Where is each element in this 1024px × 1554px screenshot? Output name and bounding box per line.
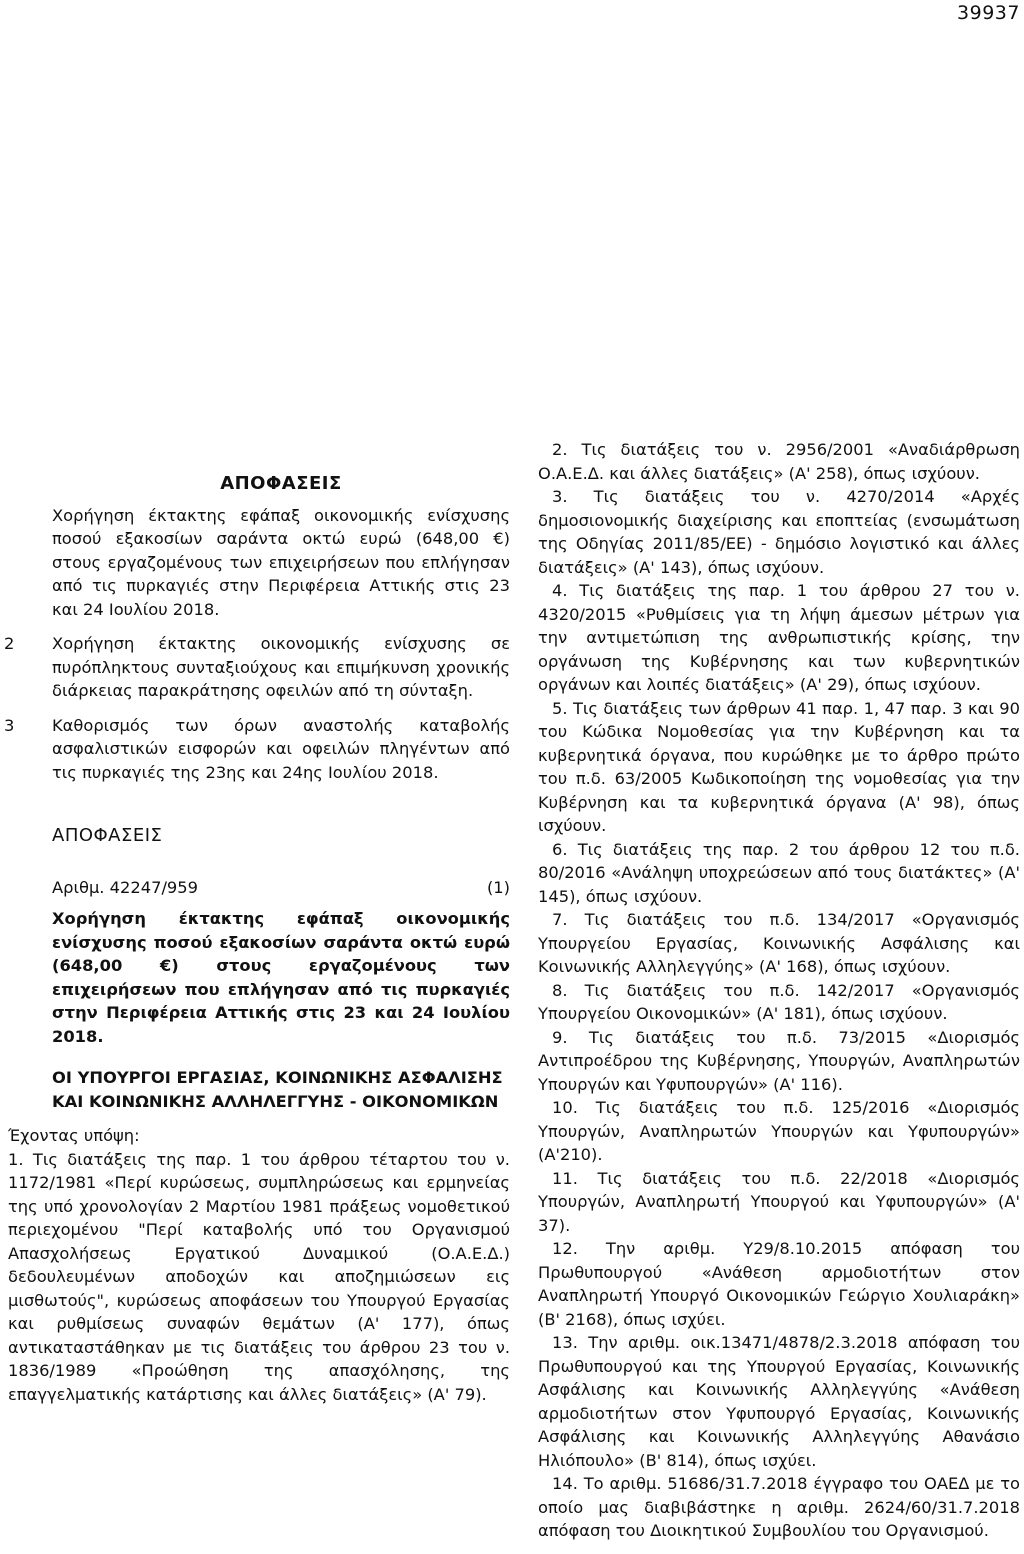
decision-title: Χορήγηση έκτακτης εφάπαξ οικονομικής ενίσχυσης ποσού εξακοσίων σαράντα οκτώ ευρώ (648,00 €) στους εργαζομένους των επιχειρήσεων που επλήγησαν από τις πυρκαγιές στην Περιφέρεια Αττικής στις 23 και 24 Ιουλίου 2018. xyxy=(52,909,510,1046)
paragraph-8: 8. Τις διατάξεις του π.δ. 142/2017 «Οργανισμός Υπουργείου Οικονομικών» (Α' 181), όπως ισχύουν. xyxy=(538,980,1020,1023)
paragraph-7: 7. Τις διατάξεις του π.δ. 134/2017 «Οργανισμός Υπουργείου Εργασίας, Κοινωνικής Ασφάλισης και Κοινωνικής Αλληλεγγύης» (Α' 168), όπως ισχύουν. xyxy=(538,910,1020,976)
section-title: ΑΠΟΦΑΣΕΙΣ xyxy=(52,825,163,846)
ministers-heading: ΟΙ ΥΠΟΥΡΓΟΙ ΕΡΓΑΣΙΑΣ, ΚΟΙΝΩΝΙΚΗΣ ΑΣΦΑΛΙΣΗΣ ΚΑΙ ΚΟΙΝΩΝΙΚΗΣ ΑΛΛΗΛΕΓΓΥΗΣ - ΟΙΚΟΝΟΜΙΚΩΝ xyxy=(52,1068,503,1111)
decision-reference xyxy=(52,876,510,900)
toc-item-number: 3 xyxy=(4,715,15,735)
paragraph-13: 13. Την αριθμ. οικ.13471/4878/2.3.2018 απόφαση του Πρωθυπουργού και της Υπουργού Εργασίας, Κοινωνικής Ασφάλισης και Κοινωνικής Αλληλεγγύης «Ανάθεση αρμοδιοτήτων στον Υφυπουργό Εργασίας, Κοινωνικής Ασφάλισης και Κοινωνικής Αλληλεγγύης Αθανάσιο Ηλιόπουλο» (Β' 814), όπως ισχύει. xyxy=(538,1333,1020,1470)
paragraph-12: 12. Την αριθμ. Υ29/8.10.2015 απόφαση του Πρωθυπουργού «Ανάθεση αρμοδιοτήτων στον Αναπληρωτή Υπουργό Οικονομικών Γεώργιο Χουλιαράκη» (Β' 2168), όπως ισχύει. xyxy=(538,1239,1020,1329)
toc-item-text: Χορήγηση έκτακτης εφάπαξ οικονομικής ενίσχυσης ποσού εξακοσίων σαράντα οκτώ ευρώ (648,00 €) στους εργαζομένους των επιχειρήσεων που επλήγησαν από τις πυρκαγιές στην Περιφέρεια Αττικής στις 23 και 24 Ιουλίου 2018. xyxy=(52,505,510,619)
toc-item-number: 2 xyxy=(4,634,15,653)
paragraph-14: 14. Το αριθμ. 51686/31.7.2018 έγγραφο του ΟΑΕΔ με το οποίο μας διαβιβάστηκε η αριθμ. 2624/60/31.7.2018 απόφαση του Διοικητικού Συμβουλίου του Οργανισμού. xyxy=(538,1474,1020,1540)
toc-item-2 xyxy=(4,632,510,703)
toc-item-3 xyxy=(4,714,510,785)
paragraph-1: 1. Τις διατάξεις της παρ. 1 του άρθρου τέταρτου του ν. 1172/1981 «Περί κυρώσεως, συμπληρώσεως και ερμηνείας της υπό χρονολογίαν 2 Μαρτίου 1981 πράξεως νομοθετικού περιεχομένου "Περί καταβολής υπό του Οργανισμού Απασχολήσεως Εργατικού Δυναμικού (Ο.Α.Ε.Δ.) δεδουλευμένων αποδοχών και αποζημιώσεων εις μισθωτούς", κυρώσεως αποφάσεων του Υπουργού Εργασίας και ρυθμίσεως συναφών θεμάτων (Α' 177), όπως αντικαταστάθηκαν με τις διατάξεις του άρθρου 23 του ν. 1836/1989 «Προώθηση της απασχόλησης, της επαγγελματικής κατάρτισης και άλλες διατάξεις» (Α' 79). xyxy=(8,1149,510,1404)
toc-title: ΑΠΟΦΑΣΕΙΣ xyxy=(220,473,342,494)
page-number: 39937 xyxy=(957,2,1020,24)
paragraph-9: 9. Τις διατάξεις του π.δ. 73/2015 «Διορισμός Αντιπροέδρου της Κυβέρνησης, Υπουργών, Αναπληρωτών Υπουργών και Υφυπουργών» (Α' 116). xyxy=(538,1027,1020,1094)
paragraph-3: 3. Τις διατάξεις του ν. 4270/2014 «Αρχές δημοσιονομικής διαχείρισης και εποπτείας (ενσωμάτωση της Οδηγίας 2011/85/ΕΕ) - δημόσιο λογιστικό και άλλες διατάξεις» (Α' 143), όπως ισχύουν. xyxy=(538,487,1020,577)
paragraph-2: 2. Τις διατάξεις του ν. 2956/2001 «Αναδιάρθρωση Ο.Α.Ε.Δ. και άλλες διατάξεις» (Α' 258), όπως ισχύουν. xyxy=(538,440,1020,483)
toc-item-text: Χορήγηση έκτακτης οικονομικής ενίσχυσης σε πυρόπληκτους συνταξιούχους και επιμήκυνση χρονικής διάρκειας παρακράτησης οφειλών από τη σύνταξη. xyxy=(52,634,510,700)
left-column xyxy=(4,472,510,1406)
reference-number: Αριθμ. 42247/959 xyxy=(52,877,199,897)
paragraph-4: 4. Τις διατάξεις της παρ. 1 του άρθρου 27 του ν. 4320/2015 «Ρυθμίσεις για τη λήψη άμεσων μέτρων για την αντιμετώπιση της ανθρωπιστικής κρίσης, την οργάνωση της Κυβέρνησης και των κυβερνητικών οργάνων και λοιπές διατάξεις» (Α' 29), όπως ισχύουν. xyxy=(538,581,1020,694)
right-column xyxy=(538,438,1020,1543)
paragraph-11: 11. Τις διατάξεις του π.δ. 22/2018 «Διορισμός Υπουργών, Αναπληρωτή Υπουργού και Υφυπουργών» (Α' 37). xyxy=(538,1168,1020,1235)
reference-index: (1) xyxy=(486,877,510,897)
paragraph-5: 5. Τις διατάξεις των άρθρων 41 παρ. 1, 47 παρ. 3 και 90 του Κώδικα Νομοθεσίας για την Κυβέρνηση και τα κυβερνητικά όργανα, που κυρώθηκε με το άρθρο πρώτο του π.δ. 63/2005 Κωδικοποίηση της νομοθεσίας για την Κυβέρνηση και τα κυβερνητικά όργανα (Α' 98), όπως ισχύουν. xyxy=(538,698,1020,835)
toc-item-1 xyxy=(52,504,510,622)
paragraph-6: 6. Τις διατάξεις της παρ. 2 του άρθρου 12 του π.δ. 80/2016 «Ανάληψη υποχρεώσεων από τους διατάκτες» (Α' 145), όπως ισχύουν. xyxy=(538,839,1020,906)
toc-item-text: Καθορισμός των όρων αναστολής καταβολής ασφαλιστικών εισφορών και οφειλών πληγέντων από τις πυρκαγιές της 23ης και 24ης Ιουλίου 2018. xyxy=(52,715,510,782)
paragraph-10: 10. Τις διατάξεις του π.δ. 125/2016 «Διορισμός Υπουργών, Αναπληρωτών Υπουργών και Υφυπουργών» (Α'210). xyxy=(538,1098,1020,1164)
having-in-mind: Έχοντας υπόψη: xyxy=(8,1126,140,1145)
